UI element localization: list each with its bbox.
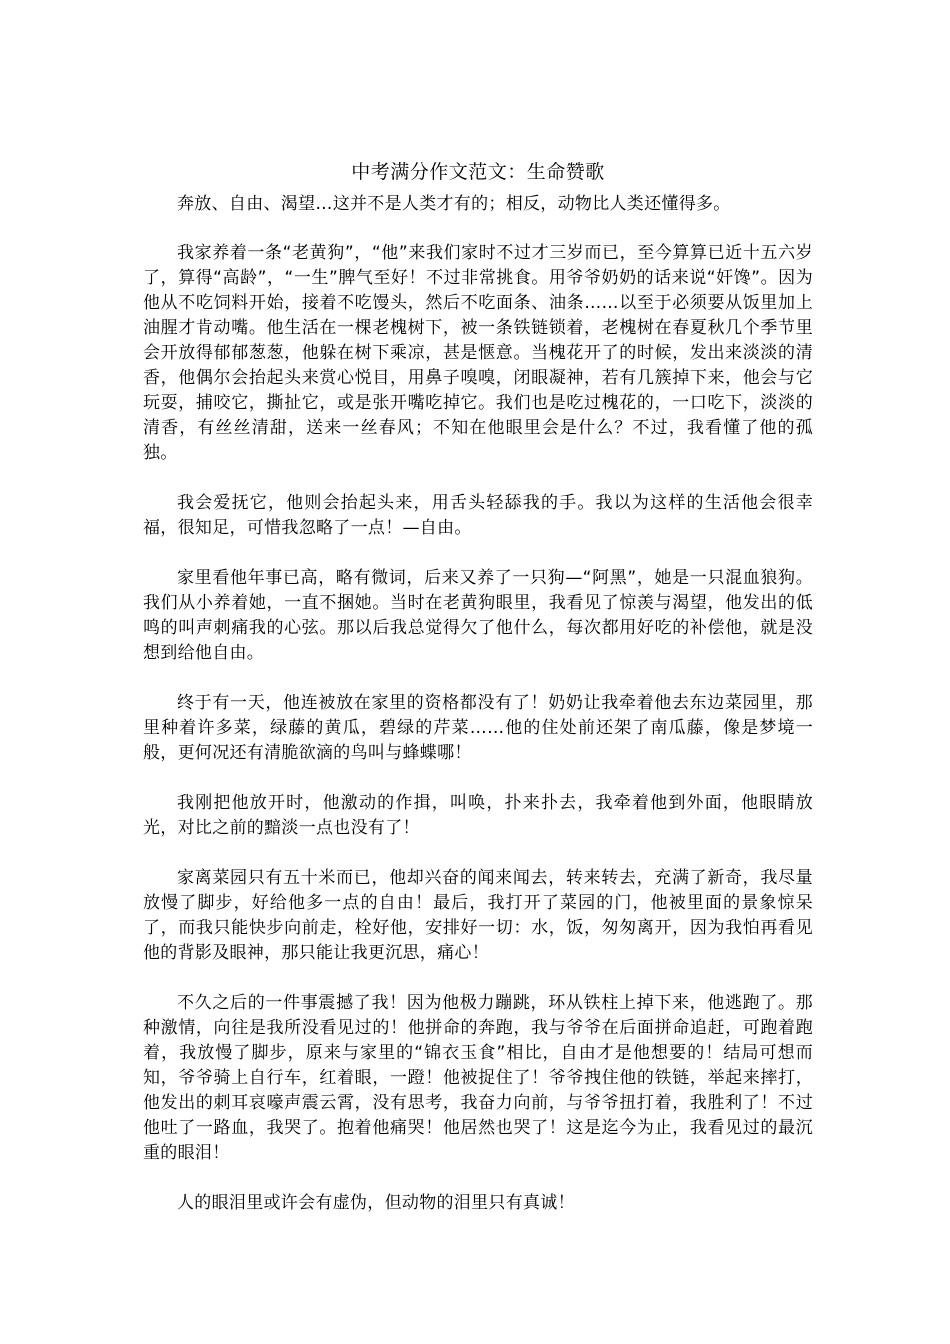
paragraph-1: 奔放、自由、渴望…这并不是人类才有的；相反，动物比人类还懂得多。 [177, 194, 731, 214]
paragraph-5: 终于有一天，他连被放在家里的资格都没有了！奶奶让我牵着他去东边菜园里，那里种着许多菜，绿藤的黄瓜，碧绿的芹菜……他的住处前还架了南瓜藤，像是梦境一般，更何况还有清脆欲滴的鸟叫与蜂蝶哪！ [143, 693, 813, 763]
paragraph-3: 我会爱抚它，他则会抬起头来，用舌头轻舔我的手。我以为这样的生活他会很幸福，很知足，可惜我忽略了一点！—自由。 [143, 493, 813, 538]
paragraph-8: 不久之后的一件事震撼了我！因为他极力蹦跳，环从铁柱上掉下来，他逃跑了。那种激情，向往是我所没看见过的！他拼命的奔跑，我与爷爷在后面拼命追赶，可跑着跑着，我放慢了脚步，原来与家里的“锦衣玉食”相比，自由才是他想要的！结局可想而知，爷爷骑上自行车，红着眼，一蹬！他被捉住了！爷爷拽住他的铁链，举起来摔打，他发出的刺耳哀嚎声震云霄，没有思考，我奋力向前，与爷爷扭打着，我胜利了！不过他吐了一路血，我哭了。抱着他痛哭！他居然也哭了！这是迄今为止，我看见过的最沉重的眼泪！ [143, 993, 813, 1163]
document-page [143, 158, 813, 1241]
paragraph-2: 我家养着一条“老黄狗”，“他”来我们家时不过才三岁而已，至今算算已近十五六岁了，算得“高龄”，“一生”脾气至好！不过非常挑食。用爷爷奶奶的话来说“奸馋”。因为他从不吃饲料开始，接着不吃馒头，然后不吃面条、油条……以至于必须要从饭里加上油腥才肯动嘴。他生活在一棵老槐树下，被一条铁链锁着，老槐树在春夏秋几个季节里会开放得郁郁葱葱，他躲在树下乘凉，甚是惬意。当槐花开了的时候，发出来淡淡的清香，他偶尔会抬起头来赏心悦目，用鼻子嗅嗅，闭眼凝神，若有几簇掉下来，他会与它玩耍，捕咬它，撕扯它，或是张开嘴吃掉它。我们也是吃过槐花的，一口吃下，淡淡的清香，有丝丝清甜，送来一丝春风；不知在他眼里会是什么？不过，我看懂了他的孤独。 [143, 243, 813, 463]
paragraph-6: 我刚把他放开时，他激动的作揖，叫唤，扑来扑去，我牵着他到外面，他眼睛放光，对比之前的黯淡一点也没有了！ [143, 793, 813, 838]
paragraph-4: 家里看他年事已高，略有微词，后来又养了一只狗—“阿黑”，她是一只混血狼狗。我们从小养着她，一直不捆她。当时在老黄狗眼里，我看见了惊羡与渴望，他发出的低鸣的叫声刺痛我的心弦。那以后我总觉得欠了他什么，每次都用好吃的补偿他，就是没想到给他自由。 [143, 568, 813, 663]
paragraph-9: 人的眼泪里或许会有虚伪，但动物的泪里只有真诚！ [177, 1193, 575, 1213]
paragraph-7: 家离菜园只有五十米而已，他却兴奋的闻来闻去，转来转去，充满了新奇，我尽量放慢了脚步，好给他多一点的自由！最后，我打开了菜园的门，他被里面的景象惊呆了，而我只能快步向前走，栓好他，安排好一切：水，饭，匆匆离开，因为我怕再看见他的背影及眼神，那只能让我更沉思，痛心！ [143, 868, 813, 963]
document-title: 中考满分作文范文：生命赞歌 [351, 161, 605, 183]
